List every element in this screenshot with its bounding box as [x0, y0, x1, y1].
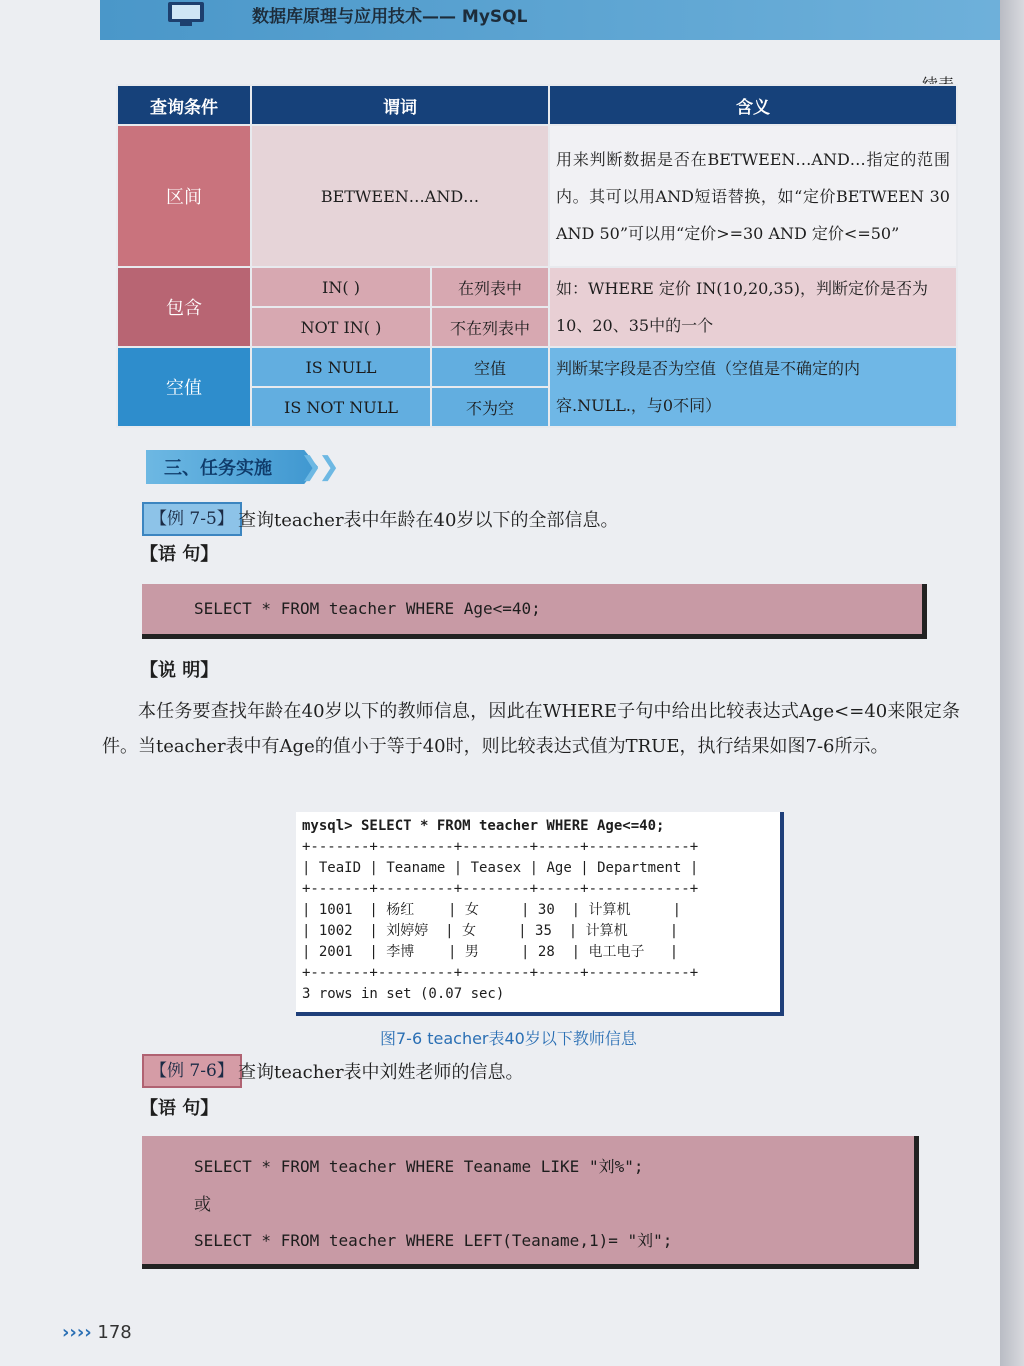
explain-label: 【说 明】 [140, 660, 219, 681]
statement-label: 【语 句】 [140, 544, 219, 565]
col-teaid: TeaID [318, 860, 362, 876]
terminal-output: mysql> SELECT * FROM teacher WHERE Age<=40; +-------+---------+--------+-----+------------+ | TeaID | Teaname | Teasex | Age | Department | +-------+---------+--------+-----+------------+ | 1001 | 杨红 | 女 | 30 | 计算机 | | 1002 | 刘婷婷 | 女 | 35 | 计算机 | | 2001 | 李博 | 男 | 28 | 电工电子 | +-------+---------+--------+-----+------------+ 3 rows in set (0.07 sec) [296, 812, 784, 1016]
cell: 30 [537, 902, 555, 918]
cell: 2001 [318, 944, 353, 960]
cell: 1002 [318, 923, 353, 939]
col-teaname: Teaname [386, 860, 446, 876]
meaning-range: 用来判断数据是否在BETWEEN…AND…指定的范围内。其可以用AND短语替换，如“定价BETWEEN 30 AND 50”可以用“定价>=30 AND 定价<=50” [549, 125, 957, 267]
cell: 1001 [318, 902, 353, 918]
col-header-predicate: 谓词 [251, 85, 549, 125]
chevron-right-icon: ❯ [300, 452, 322, 482]
predicate-is-null-desc: 空值 [431, 347, 549, 387]
cell: 计算机 [588, 902, 631, 918]
terminal-command: mysql> SELECT * FROM teacher WHERE Age<=40; [302, 818, 665, 834]
cell: 35 [535, 923, 552, 939]
cell: 计算机 [585, 923, 628, 939]
col-teasex: Teasex [470, 860, 522, 876]
predicate-between: BETWEEN…AND… [251, 125, 549, 267]
condition-table [116, 84, 958, 428]
predicate-is-null: IS NULL [251, 347, 431, 387]
cell: 电工电子 [588, 944, 645, 960]
example-text: 查询teacher表中年龄在40岁以下的全部信息。 [238, 510, 619, 531]
meaning-null: 判断某字段是否为空值（空值是不确定的内容.NULL.，与0不同） [549, 347, 957, 427]
figure-caption: 图7-6 teacher表40岁以下教师信息 [380, 1029, 637, 1048]
predicate-in: IN( ) [251, 267, 431, 307]
cell: 女 [464, 902, 479, 918]
page-number: 178 [97, 1322, 132, 1343]
cell: 28 [537, 944, 555, 960]
statement-label: 【语 句】 [140, 1098, 219, 1119]
code-line: SELECT * FROM teacher WHERE Teaname LIKE "刘%"; [194, 1157, 644, 1176]
explain-paragraph [102, 694, 960, 764]
cell: 男 [464, 944, 479, 960]
chevron-right-icon: ❯ [318, 452, 340, 482]
cell: 刘婷婷 [386, 923, 429, 939]
col-header-condition: 查询条件 [117, 85, 251, 125]
meaning-contain: 如：WHERE 定价 IN(10,20,35)，判断定价是否为10、20、35中的一个 [549, 267, 957, 347]
explain-text: 本任务要查找年龄在40岁以下的教师信息，因此在WHERE子句中给出比较表达式Age<=40来限定条件。当teacher表中有Age的值小于等于40时，则比较表达式值为TRUE，执行结果如图7-6所示。 [102, 701, 960, 757]
col-age: Age [546, 860, 572, 876]
code-or: 或 [194, 1195, 211, 1215]
col-department: Department [597, 860, 682, 876]
predicate-not-in: NOT IN( ) [251, 307, 431, 347]
page-footer [62, 1322, 132, 1343]
predicate-in-desc: 在列表中 [431, 267, 549, 307]
col-header-meaning: 含义 [549, 85, 957, 125]
code-block [142, 1136, 919, 1269]
example-label: 【例 7-6】 [142, 1054, 242, 1088]
code-block [142, 584, 927, 639]
terminal-footer: 3 rows in set (0.07 sec) [302, 986, 505, 1002]
predicate-not-in-desc: 不在列表中 [431, 307, 549, 347]
header-band [100, 0, 1024, 40]
cell: 女 [462, 923, 477, 939]
section-title: 三、任务实施 [164, 458, 272, 479]
example-label: 【例 7-5】 [142, 502, 242, 536]
category-contain: 包含 [117, 267, 251, 347]
code-line: SELECT * FROM teacher WHERE LEFT(Teaname,1)= "刘"; [194, 1231, 673, 1250]
category-null: 空值 [117, 347, 251, 427]
next-page-edge [1000, 0, 1024, 1366]
example-text: 查询teacher表中刘姓老师的信息。 [238, 1062, 524, 1083]
header-title: 数据库原理与应用技术—— MySQL [252, 7, 528, 27]
cell: 李博 [386, 944, 415, 960]
predicate-is-not-null-desc: 不为空 [431, 387, 549, 427]
cell: 杨红 [386, 902, 415, 918]
predicate-is-not-null: IS NOT NULL [251, 387, 431, 427]
arrow-icons: ›››› [62, 1322, 92, 1343]
code-line: SELECT * FROM teacher WHERE Age<=40; [194, 599, 541, 618]
category-range: 区间 [117, 125, 251, 267]
computer-icon [160, 0, 214, 28]
